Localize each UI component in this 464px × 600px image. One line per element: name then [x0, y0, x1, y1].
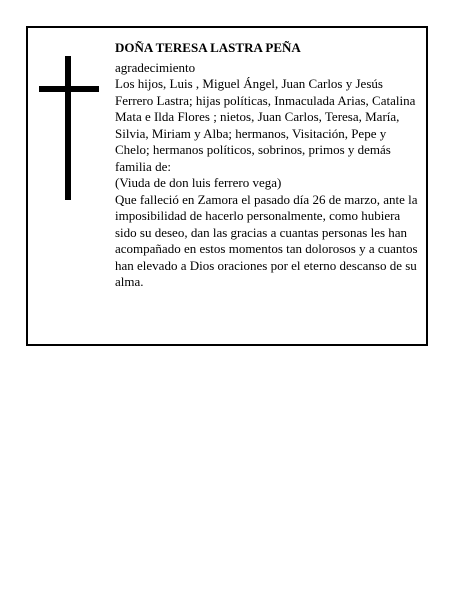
widow-of: (Viuda de don luis ferrero vega) [115, 175, 282, 190]
notice-heading: agradecimiento [115, 59, 196, 75]
family-members: Los hijos, Luis , Miguel Ángel, Juan Carlos y Jesús Ferrero Lastra; hijas políticas, Inmaculada Arias, Catalina Mata e Ilda Flores ; nietos, Juan Carlos, Teresa, María, Silvia, Miriam y Alba; hermanos, Visitación, Pepe y Chelo; hermanos políticos, sobrinos, primos y demás familia de: [115, 76, 416, 174]
notice-text [115, 40, 421, 291]
obituary-notice [26, 26, 428, 346]
cross-vertical-bar [65, 56, 71, 200]
deceased-name: DOÑA TERESA LASTRA PEÑA [115, 40, 301, 55]
cross-icon [39, 56, 99, 200]
gratitude-message: Que falleció en Zamora el pasado día 26 de marzo, ante la imposibilidad de hacerlo personalmente, como hubiera sido su deseo, dan las gracias a cuantas personas les han acompañado en estos momentos tan dolorosos y a cuantos han elevado a Dios oraciones por el eterno descanso de su alma. [115, 191, 418, 289]
cross-horizontal-bar [39, 86, 99, 92]
